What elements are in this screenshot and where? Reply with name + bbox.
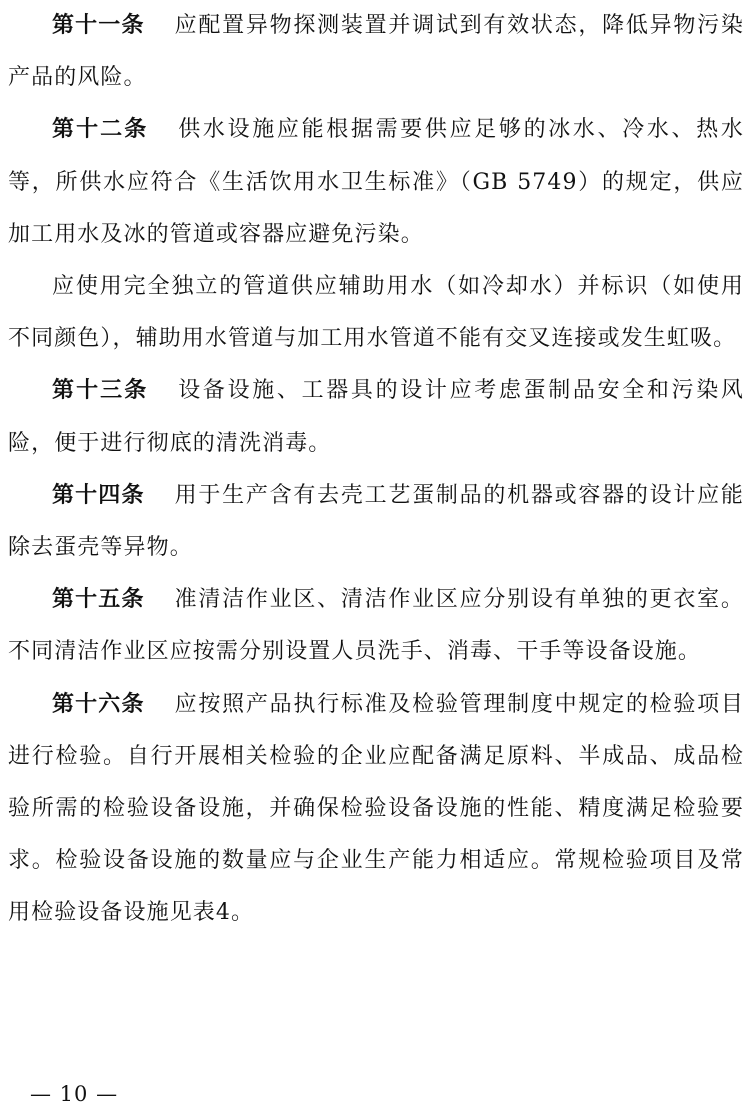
paragraph-article-13 bbox=[8, 365, 744, 469]
article-heading: 第十四条 bbox=[52, 482, 145, 508]
paragraph-text: 应配置异物探测装置并调试到有效状态，降低异物污染产品的风险。 bbox=[8, 13, 744, 91]
paragraph-article-15 bbox=[8, 574, 744, 678]
paragraph-article-12-continued bbox=[8, 261, 744, 365]
article-heading: 第十五条 bbox=[52, 587, 145, 613]
article-heading: 第十六条 bbox=[52, 691, 145, 717]
paragraph-text: 准清洁作业区、清洁作业区应分别设有单独的更衣室。不同清洁作业区应按需分别设置人员洗手、消毒、干手等设备设施。 bbox=[8, 587, 744, 665]
document-body bbox=[8, 0, 744, 940]
paragraph-text: 用于生产含有去壳工艺蛋制品的机器或容器的设计应能除去蛋壳等异物。 bbox=[8, 482, 744, 561]
paragraph-article-12 bbox=[8, 104, 744, 261]
article-heading: 第十一条 bbox=[52, 13, 145, 38]
page-number: — 10 — bbox=[30, 1082, 119, 1106]
article-heading: 第十二条 bbox=[52, 117, 149, 143]
paragraph-text: 供水设施应能根据需要供应足够的冰水、冷水、热水等，所供水应符合《生活饮用水卫生标准》（GB 5749）的规定，供应加工用水及冰的管道或容器应避免污染。 bbox=[8, 117, 744, 247]
paragraph-text: 应使用完全独立的管道供应辅助用水（如冷却水）并标识（如使用不同颜色），辅助用水管道与加工用水管道不能有交叉连接或发生虹吸。 bbox=[8, 274, 744, 352]
paragraph-article-14 bbox=[8, 470, 744, 574]
article-heading: 第十三条 bbox=[52, 378, 149, 404]
paragraph-text: 应按照产品执行标准及检验管理制度中规定的检验项目进行检验。自行开展相关检验的企业应配备满足原料、半成品、成品检验所需的检验设备设施，并确保检验设备设施的性能、精度满足检验要求。检验设备设施的数量应与企业生产能力相适应。常规检验项目及常用检验设备设施见表4。 bbox=[8, 691, 744, 926]
paragraph-text: 设备设施、工器具的设计应考虑蛋制品安全和污染风险，便于进行彻底的清洗消毒。 bbox=[8, 378, 744, 456]
paragraph-article-11 bbox=[8, 0, 744, 104]
paragraph-article-16 bbox=[8, 679, 744, 940]
